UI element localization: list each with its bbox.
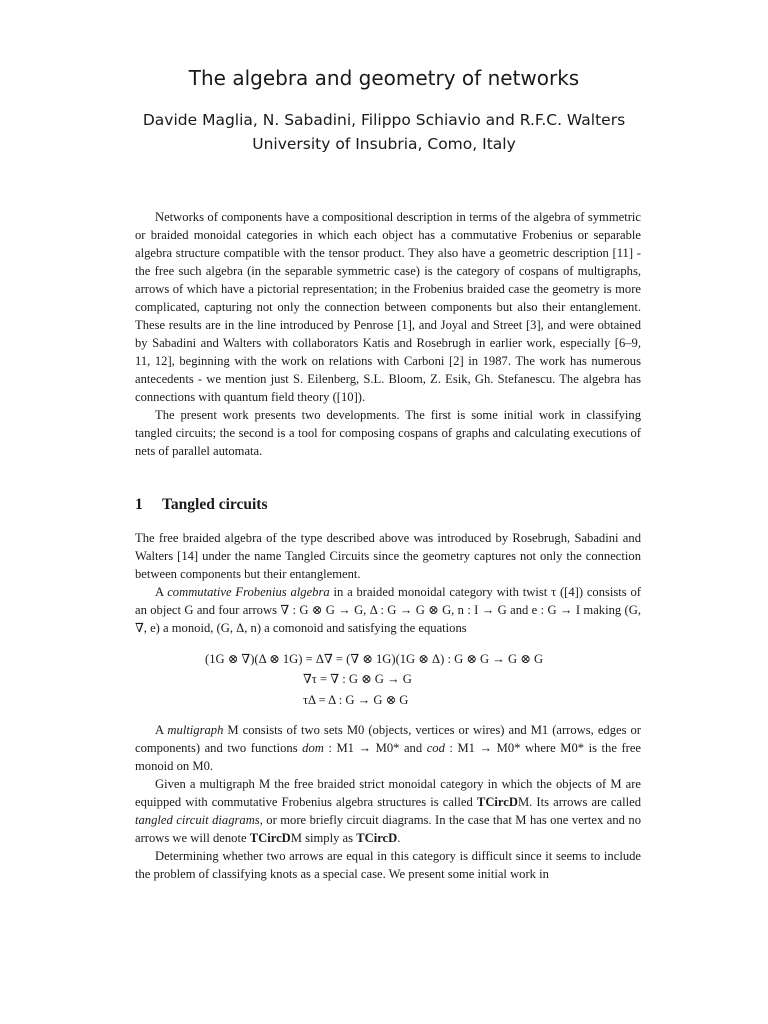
abstract-paragraph-2: The present work presents two developments. The first is some initial work in classifying tangled circuits; the second is a tool for composing cospans of graphs and calculating executions of nets of parallel automata. xyxy=(135,408,641,458)
section-title: Tangled circuits xyxy=(162,496,268,513)
term-frobenius-algebra: commutative Frobenius algebra xyxy=(167,585,330,599)
equation-1: (1G ⊗ ∇)(Δ ⊗ 1G) = Δ∇ = (∇ ⊗ 1G)(1G ⊗ Δ) : G ⊗ G → G ⊗ G xyxy=(205,652,544,666)
section-body-part-2 xyxy=(135,721,641,883)
abstract-paragraph-1: Networks of components have a compositional description in terms of the algebra of symmetric or braided monoidal categories in which each object has a commutative Frobenius or separable algebra structure compatible with the tensor product. They also have a geometric description [11] - the free such algebra (in the separable symmetric case) is the category of cospans of multigraphs, arrows of which have a pictorial representation; in the Frobenius braided case the geometry is more complicated, capturing not only the connection between components but also their entanglement. These results are in the line introduced by Penrose [1], and Joyal and Street [3], and were obtained by Sabadini and Walters with collaborators Katis and Rosebrugh in earlier work, especially [6–9, 11, 12], beginning with the work on relations with Carboni [2] in 1987. The work has numerous antecedents - we mention just S. Eilenberg, S.L. Bloom, Z. Esik, Gh. Stefanescu. The algebra has connections with quantum field theory ([10]). xyxy=(135,210,641,404)
section-paragraph-3: A multigraph M consists of two sets M0 (objects, vertices or wires) and M1 (arrows, edges or components) and two functions dom : M1 → M0* and cod : M1 → M0* where M0* is the free monoid on M0. xyxy=(135,723,642,773)
section-paragraph-4: Given a multigraph M the free braided strict monoidal category in which the objects of M are equipped with commutative Frobenius algebra structures is called TCircDM. Its arrows are called tangled circuit diagrams, or more briefly circuit diagrams. In the case that M has one vertex and no arrows we will denote TCircDM simply as TCircD. xyxy=(135,777,641,845)
section-paragraph-5: Determining whether two arrows are equal in this category is difficult since it seems to include the problem of classifying knots as a special case. We present some initial work in xyxy=(135,849,641,881)
section-number: 1 xyxy=(135,496,143,513)
abstract xyxy=(135,208,641,460)
term-tangled-circuit-diagrams: tangled circuit diagrams xyxy=(135,813,260,827)
affiliation: University of Insubria, Como, Italy xyxy=(252,135,516,153)
section-paragraph-2: A commutative Frobenius algebra in a braided monoidal category with twist τ ([4]) consists of an object G and four arrows ∇ : G ⊗ G → G, Δ : G → G ⊗ G, n : I → G and e : G → I making (G, ∇, e) a monoid, (G, Δ, n) a comonoid and satisfying the equations xyxy=(135,585,641,635)
paper-title: The algebra and geometry of networks xyxy=(188,66,580,90)
section-heading xyxy=(135,494,268,516)
section-body-part-1 xyxy=(135,529,641,637)
equation-2: ∇τ = ∇ : G ⊗ G → G xyxy=(303,672,412,686)
author-list: Davide Maglia, N. Sabadini, Filippo Schiavio and R.F.C. Walters xyxy=(142,111,626,129)
term-multigraph: multigraph xyxy=(167,723,224,737)
section-paragraph-1: The free braided algebra of the type described above was introduced by Rosebrugh, Sabadini and Walters [14] under the name Tangled Circuits since the geometry captures not only the connection between components but their entanglement. xyxy=(135,531,641,581)
equation-3: τΔ = Δ : G → G ⊗ G xyxy=(303,693,409,707)
